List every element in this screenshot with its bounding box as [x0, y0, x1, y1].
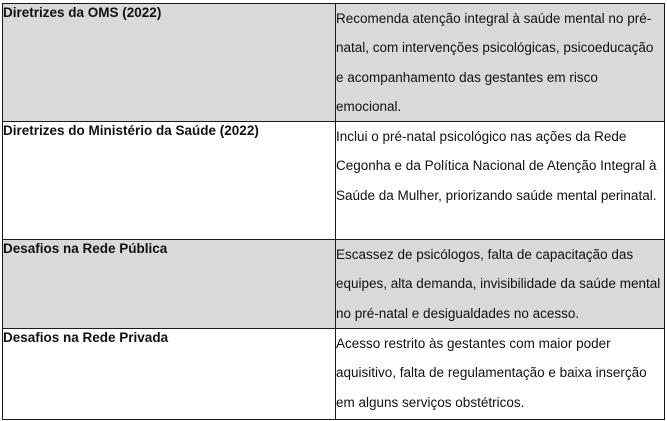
- row-label: Desafios na Rede Pública: [3, 240, 336, 329]
- row-label: Diretrizes da OMS (2022): [3, 4, 336, 122]
- table-row: [3, 4, 665, 122]
- table-row: [3, 240, 665, 329]
- row-description: Recomenda atenção integral à saúde mental no pré-natal, com intervenções psicológicas, psicoeducação e acompanhamento das gestantes em risco emocional.: [336, 4, 665, 122]
- row-label: Desafios na Rede Privada: [3, 329, 336, 420]
- row-description: Escassez de psicólogos, falta de capacitação das equipes, alta demanda, invisibilidade da saúde mental no pré-natal e desigualdades no acesso.: [336, 240, 665, 329]
- table-row: [3, 122, 665, 240]
- guidelines-table: [2, 3, 665, 420]
- row-label: Diretrizes do Ministério da Saúde (2022): [3, 122, 336, 240]
- table-row: [3, 329, 665, 420]
- row-description: Acesso restrito às gestantes com maior poder aquisitivo, falta de regulamentação e baixa inserção em alguns serviços obstétricos.: [336, 329, 665, 420]
- row-description: Inclui o pré-natal psicológico nas ações da Rede Cegonha e da Política Nacional de Atenção Integral à Saúde da Mulher, priorizando saúde mental perinatal.: [336, 122, 665, 240]
